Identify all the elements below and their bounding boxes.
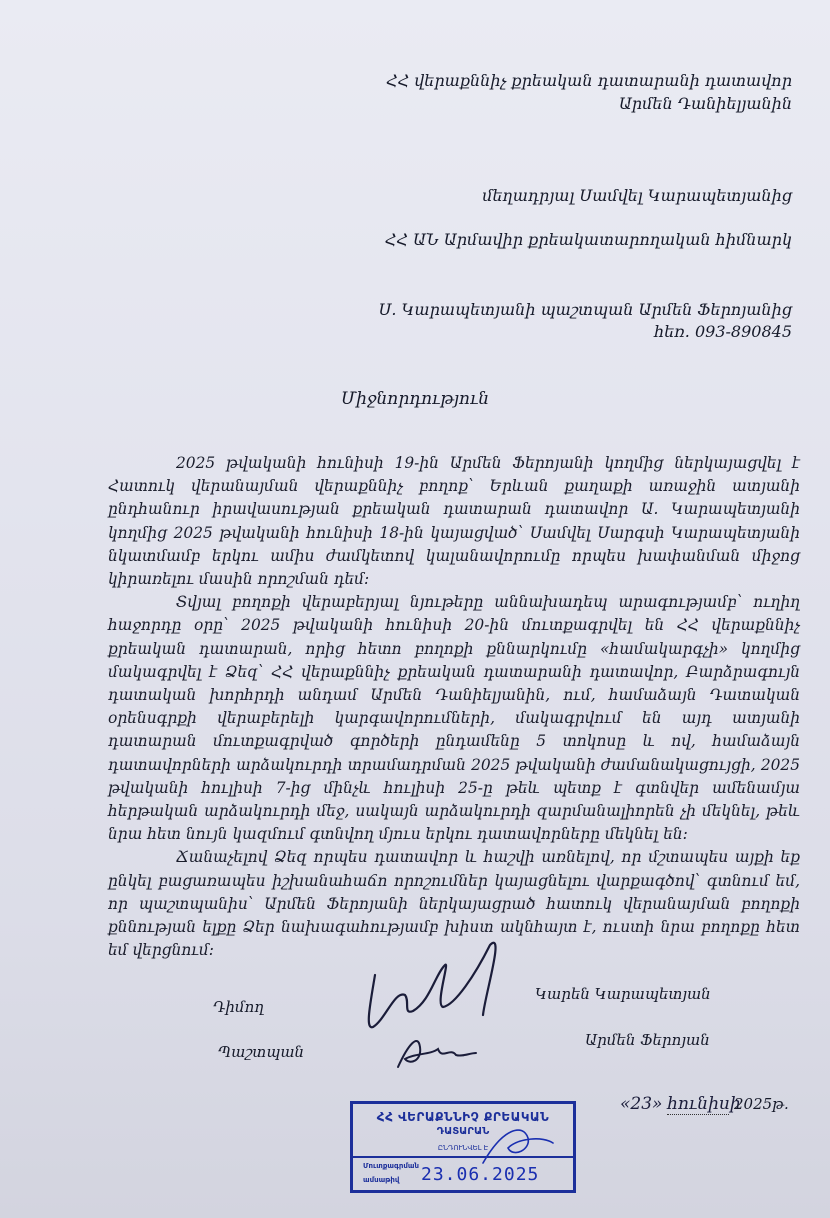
paragraph-2: Տվյալ բողոքի վերաբերյալ նյութերը աննախադեպ արագությամբ՝ ուղիղ հաջորդը օրը՝ 2025 թվականի հունիսի 20-ին մուտքագրվել են ՀՀ վերաքննիչ քրեական դատարան, որից հետո բողոքի քննարկումը «համակարգչի» կողմից մակագրվել է Ձեզ՝ ՀՀ վերաքննիչ քրեական դատարանի դատավոր, Բարձրագույն դատական խորհրդի անդամ Արմեն Դանիելյանին, ում, համաձայն Դատական օրենսգրքի վերաբերելի կարգավորումների, մակագրվում են այդ ատյանի դատարան մուտքագրված գործերի ընդամենը 5 տոկոսը և ով, համաձայն դատավորների արձակուրդի տրամադրման 2025 թվականի ժամանակացույցի, 2025 թվականի հուլիսի 7-ից մինչև հուլիսի 25-ը թեև պետք է գտնվեր ամենամյա հերթական արձակուրդի մեջ, սակայն արձակուրդի զարմանալիորեն չի մեկնել, թեև նրա հետ նույն կազմում գտնվող մյուս երկու դատավորները մեկնել են: [108,593,800,844]
defender-line-1: Ս. Կարապետյանի պաշտպան Արմեն Ֆերոյանից [378,300,792,319]
stamp-label-1: Մուտքագրման [363,1162,419,1170]
defendant-name: Կարեն Կարապետյան [535,985,711,1003]
document-body [108,452,800,962]
defender-role-label: Պաշտպան [218,1043,305,1061]
date-day: «23» [620,1094,663,1114]
court-stamp [350,1101,576,1193]
addressee-line-1: ՀՀ վերաքննիչ քրեական դատարանի դատավոր [386,71,792,90]
sender-line-2: ՀՀ ԱՆ Արմավիր քրեակատարողական հիմնարկ [384,230,792,249]
paragraph-3: Ճանաչելով Ձեզ որպես դատավոր և հաշվի առնելով, որ մշտապես այքի եք ընկել բացառապես իշխանահաճո որոշումներ կայացնելու վարքագծով՝ գտնում եմ, որ պաշտպանիս՝ Արմեն Ֆերոյանի ներկայացրած հատուկ վերանայման բողոքի քննության ելքը Ձեր նախագահությամբ խիստ ակնհայտ է, ուստի նրա բողոքը հետ եմ վերցնում: [108,848,800,960]
date-month-line [667,1094,741,1115]
addressee-line-2: Արմեն Դանիելյանին [618,94,792,113]
document-title: Միջնորդություն [340,389,490,409]
stamp-date: 23.06.2025 [421,1164,540,1185]
defender-signature [390,1025,480,1075]
stamp-received: ԸՆԴՈՒՆՎԵԼ Է [437,1144,489,1152]
stamp-court-name: ՀՀ ՎԵՐԱՔՆՆԻՉ ՔՐԵԱԿԱՆ [376,1110,550,1124]
sender-line-1: մեղադրյալ Սամվել Կարապետյանից [482,186,792,205]
defender-name: Արմեն Ֆերոյան [585,1031,710,1049]
stamp-signature [473,1118,563,1178]
document-date [620,1094,789,1115]
date-year: 2025թ. [734,1095,789,1113]
paragraph-1: 2025 թվականի հունիսի 19-ին Արմեն Ֆերոյանի կողմից ներկայացվել է Հատուկ վերանայման վերաքննիչ բողոք՝ Երևան քաղաքի առաջին ատյանի ընդհանուր իրավասության քրեական դատարան դատավոր Ա. Կարապետյանի կողմից 2025 թվականի հունիսի 18-ին կայացված՝ Սամվել Սարգսի Կարապետյանի նկատմամբ երկու ամիս ժամկետով կալանավորումը որպես խափանման միջոց կիրառելու մասին որոշման դեմ: [108,454,800,589]
defendant-role-label: Դիմող [213,998,264,1016]
defender-phone: հեռ. 093-890845 [654,322,792,341]
date-month: հունիսի [667,1094,741,1114]
stamp-court-name-2: ԴԱՏԱՐԱՆ [436,1126,490,1137]
stamp-label-2: ամսաթիվ [363,1176,400,1184]
